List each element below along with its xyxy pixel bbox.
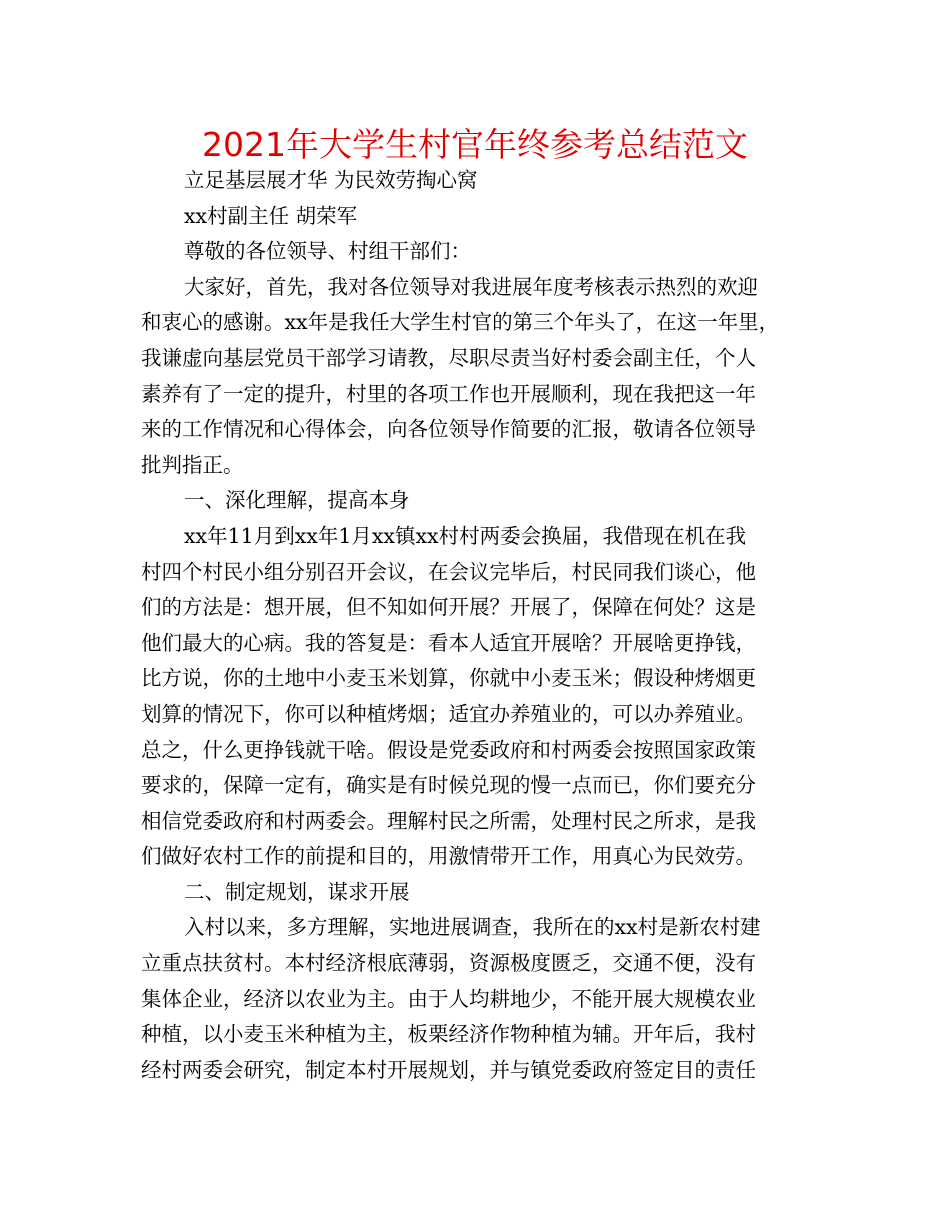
text-line: 相信党委政府和村两委会。理解村民之所需，处理村民之所求，是我 bbox=[141, 808, 756, 833]
text-line: 我谦虚向基层党员干部学习请教，尽职尽责当好村委会副主任，个人 bbox=[141, 345, 756, 370]
text-line: 村四个村民小组分别召开会议，在会议完毕后，村民同我们谈心，他 bbox=[141, 559, 756, 584]
text-line: 入村以来，多方理解，实地进展调查，我所在的xx村是新农村建 bbox=[184, 915, 761, 940]
text-line: 们做好农村工作的前提和目的，用激情带开工作，用真心为民效劳。 bbox=[141, 844, 756, 869]
text-line: 批判指正。 bbox=[141, 452, 244, 477]
text-line: 立足基层展才华 为民效劳掏心窝 bbox=[184, 168, 478, 192]
text-line: 一、深化理解，提高本身 bbox=[184, 488, 410, 513]
text-line: 他们最大的心病。我的答复是：看本人适宜开展啥？开展啥更挣钱， bbox=[141, 630, 756, 655]
text-line: 大家好，首先，我对各位领导对我进展年度考核表示热烈的欢迎 bbox=[184, 274, 758, 299]
text-line: 比方说，你的土地中小麦玉米划算，你就中小麦玉米；假设种烤烟更 bbox=[141, 666, 756, 691]
text-line: xx年11月到xx年1月xx镇xx村村两委会换届，我借现在机在我 bbox=[184, 523, 747, 548]
text-line: 立重点扶贫村。本村经济根底薄弱，资源极度匮乏，交通不便，没有 bbox=[141, 951, 756, 976]
document-title: 2021年大学生村官年终参考总结范文 bbox=[202, 125, 748, 164]
text-line: 要求的，保障一定有，确实是有时候兑现的慢一点而已，你们要充分 bbox=[141, 773, 756, 798]
text-line: 素养有了一定的提升，村里的各项工作也开展顺利，现在我把这一年 bbox=[141, 381, 756, 406]
text-line: 二、制定规划，谋求开展 bbox=[184, 879, 410, 904]
text-line: 种植，以小麦玉米种植为主，板栗经济作物种植为辅。开年后，我村 bbox=[141, 1022, 756, 1047]
text-line: 和衷心的感谢。xx年是我任大学生村官的第三个年头了，在这一年里， bbox=[141, 310, 780, 335]
text-line: 总之，什么更挣钱就干啥。假设是党委政府和村两委会按照国家政策 bbox=[141, 737, 756, 762]
text-line: 经村两委会研究，制定本村开展规划，并与镇党委政府签定目的责任 bbox=[141, 1057, 756, 1082]
document-body bbox=[141, 163, 811, 1088]
text-line: 来的工作情况和心得体会，向各位领导作简要的汇报，敬请各位领导 bbox=[141, 417, 756, 442]
text-line: xx村副主任 胡荣军 bbox=[184, 203, 358, 228]
text-line: 集体企业，经济以农业为主。由于人均耕地少，不能开展大规模农业 bbox=[141, 986, 756, 1011]
text-line: 们的方法是：想开展，但不知如何开展？开展了，保障在何处？这是 bbox=[141, 595, 756, 620]
text-line: 尊敬的各位领导、村组干部们： bbox=[184, 239, 471, 264]
text-line: 划算的情况下，你可以种植烤烟；适宜办养殖业的，可以办养殖业。 bbox=[141, 701, 756, 726]
